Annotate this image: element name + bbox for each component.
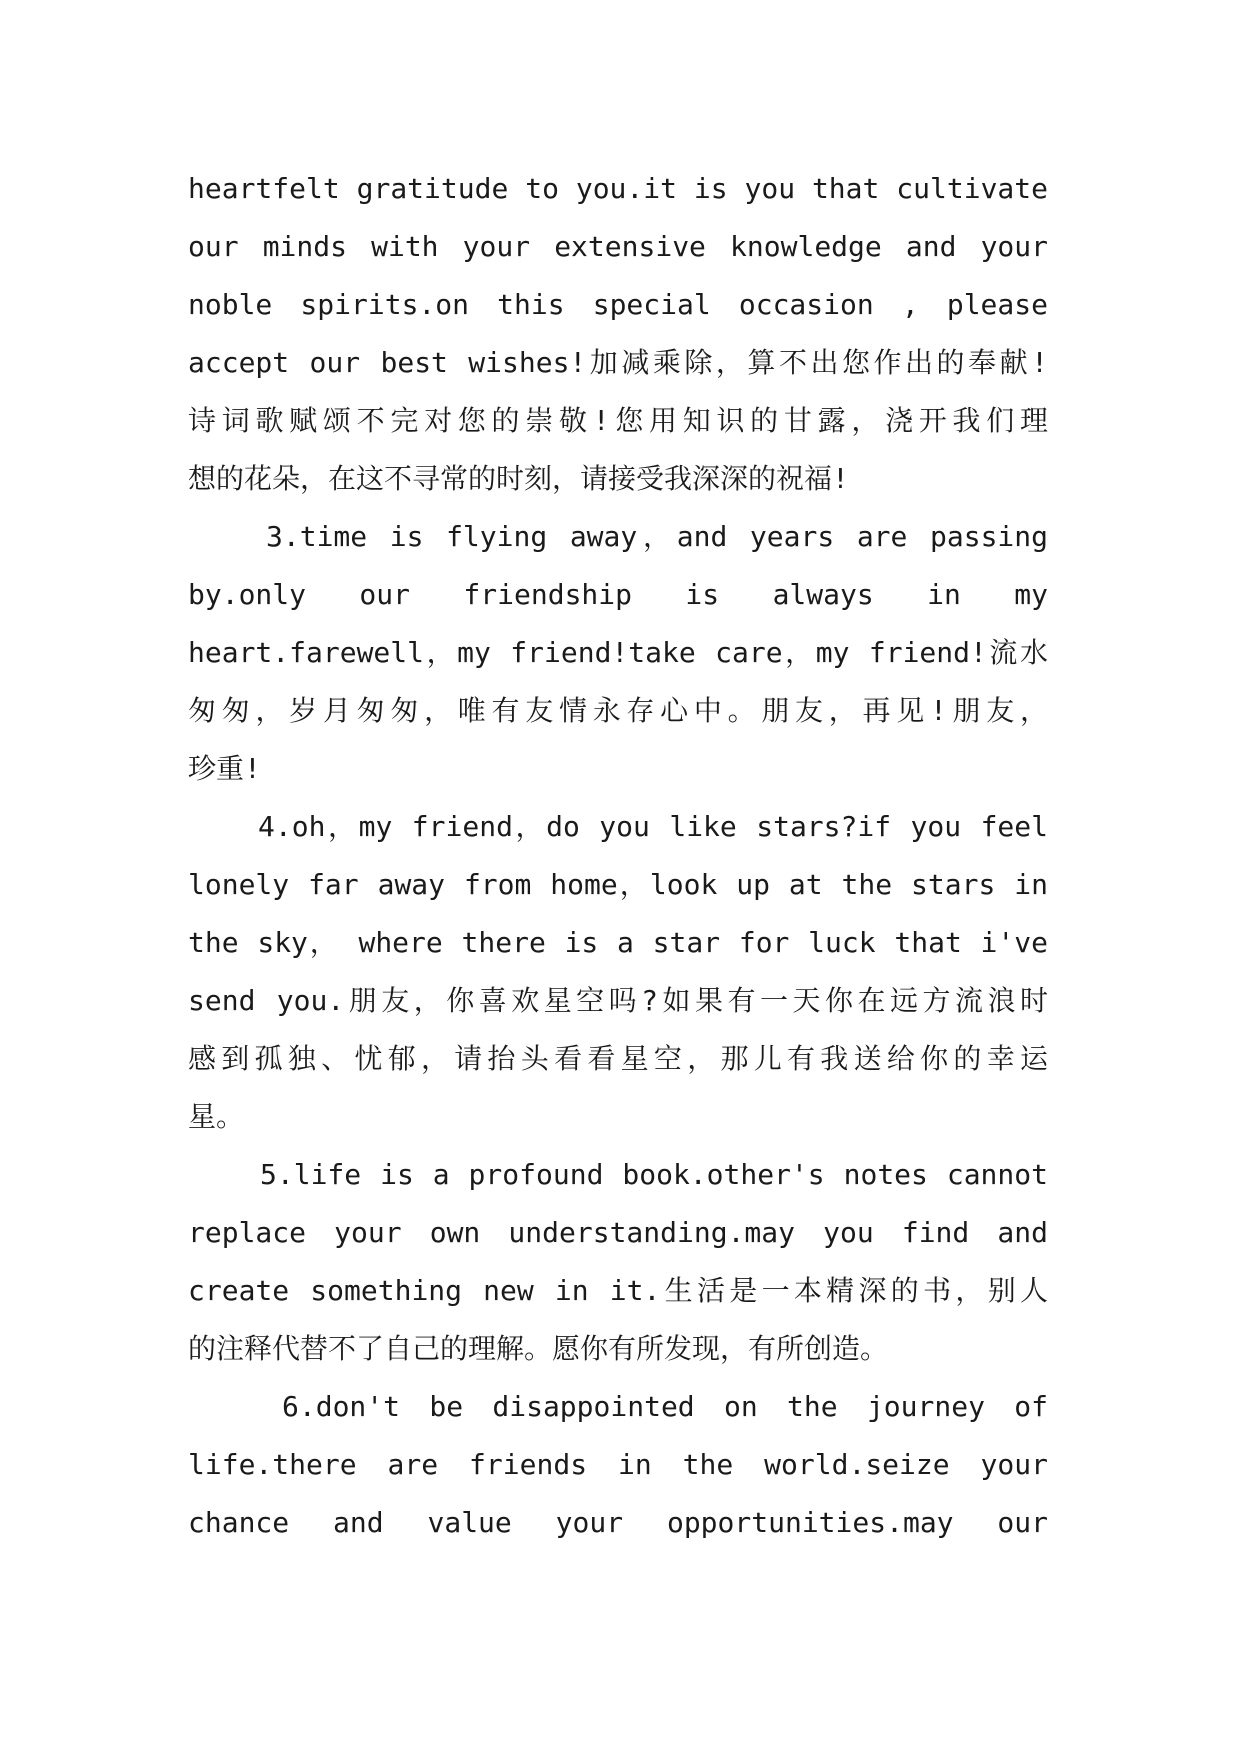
paragraph-5-first-line: 5.life is a profound book.other's notes cannot [260,1158,1048,1191]
text-line: 珍重! [188,752,261,785]
text-line: our minds with your extensive knowledge and your [188,230,1048,263]
text-line: 星。 [188,1100,245,1133]
text-line: heartfelt gratitude to you.it is you that cultivate [188,172,1048,205]
text-line: lonely far away from home，look up at the stars in [188,868,1048,901]
text-line: accept our best wishes!加减乘除，算不出您作出的奉献! [188,346,1048,379]
text-line: chance and value your opportunities.may our [188,1506,1048,1539]
paragraph-4-first-line: 4.oh，my friend，do you like stars?if you feel [258,810,1048,843]
text-line: heart.farewell，my friend!take care，my friend!流水 [188,636,1048,669]
paragraph-6-first-line: 6.don't be disappointed on the journey of [282,1390,1048,1423]
text-line: noble spirits.on this special occasion , please [188,288,1048,321]
text-line: create something new in it.生活是一本精深的书，别人 [188,1274,1048,1307]
text-line: 的注释代替不了自己的理解。愿你有所发现，有所创造。 [188,1332,889,1365]
text-line: life.there are friends in the world.seize your [188,1448,1048,1481]
text-line: 匆匆，岁月匆匆，唯有友情永存心中。朋友，再见!朋友， [188,694,1048,727]
text-line: 想的花朵，在这不寻常的时刻，请接受我深深的祝福! [188,462,849,495]
paragraph-3-first-line: 3.time is flying away，and years are passing [266,520,1048,553]
text-line: by.only our friendship is always in my [188,578,1048,611]
document-body [188,160,1048,1552]
text-line: the sky， where there is a star for luck that i've [188,926,1048,959]
text-line: 感到孤独、忧郁，请抬头看看星空，那儿有我送给你的幸运 [188,1042,1048,1075]
text-line: 诗词歌赋颂不完对您的崇敬!您用知识的甘露，浇开我们理 [188,404,1048,437]
text-line: replace your own understanding.may you find and [188,1216,1048,1249]
text-line: send you.朋友，你喜欢星空吗?如果有一天你在远方流浪时 [188,984,1048,1017]
